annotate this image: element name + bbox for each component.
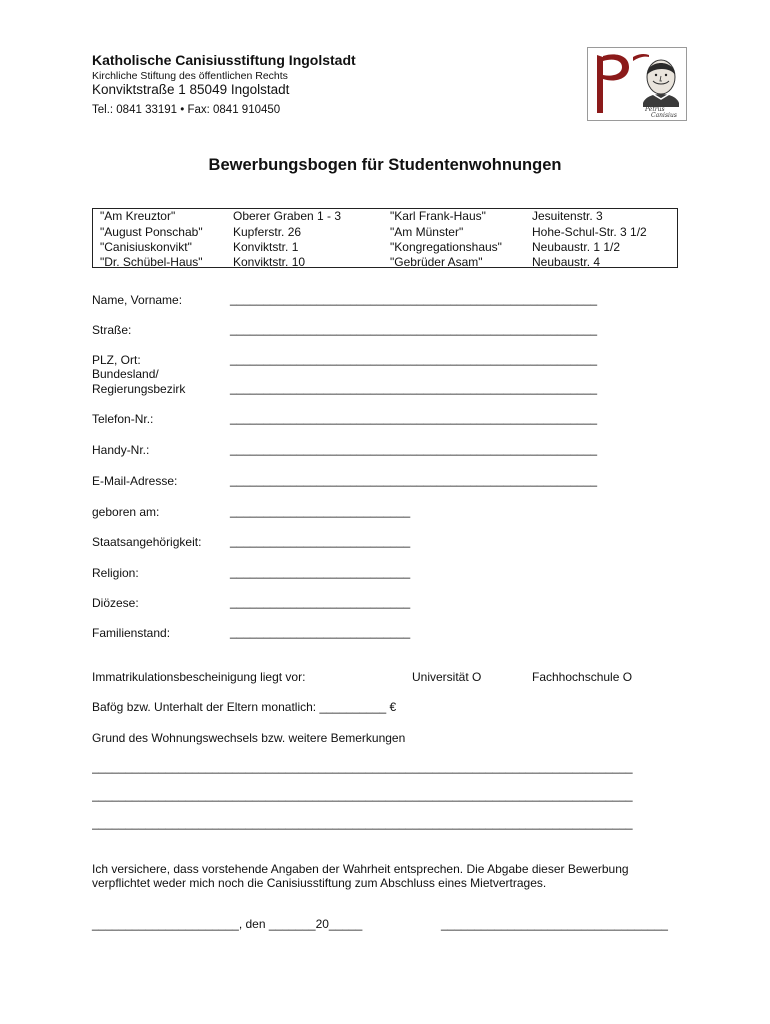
phone-field[interactable]: _______________________________________________________ xyxy=(230,411,598,425)
declaration-line-2: verpflichtet weder mich noch die Canisiusstiftung zum Abschluss eines Mietvertrages. xyxy=(92,876,547,890)
name-field[interactable]: _______________________________________________________ xyxy=(230,292,598,306)
mobile-label: Handy-Nr.: xyxy=(92,443,150,457)
svg-text:Petrus: Petrus xyxy=(645,106,665,113)
state-label: Bundesland/ xyxy=(92,367,159,381)
house-street: Hohe-Schul-Str. 3 1/2 xyxy=(532,225,647,239)
nationality-label: Staatsangehörigkeit: xyxy=(92,535,202,549)
name-label: Name, Vorname: xyxy=(92,293,183,307)
remark-line[interactable]: _________________________________________________________________________________ xyxy=(92,816,633,830)
house-name: "Am Kreuztor" xyxy=(100,209,176,223)
canisius-logo xyxy=(587,47,687,121)
house-street: Konviktstr. 10 xyxy=(233,255,306,269)
organization-contact: Tel.: 0841 33191 • Fax: 0841 910450 xyxy=(92,104,281,116)
email-field[interactable]: _______________________________________________________ xyxy=(230,473,598,487)
enrollment-label: Immatrikulationsbescheinigung liegt vor: xyxy=(92,670,306,684)
house-name: "Kongregationshaus" xyxy=(390,240,502,254)
diocese-field[interactable]: ___________________________ xyxy=(230,595,411,609)
street-field[interactable]: _______________________________________________________ xyxy=(230,322,598,336)
birthdate-field[interactable]: ___________________________ xyxy=(230,504,411,518)
bafoeg-field[interactable]: Bafög bzw. Unterhalt der Eltern monatlich: __________ € xyxy=(92,700,397,714)
college-option[interactable]: Fachhochschule O xyxy=(532,670,633,684)
form-title: Bewerbungsbogen für Studentenwohnungen xyxy=(208,156,562,174)
house-street: Neubaustr. 4 xyxy=(532,255,601,269)
religion-label: Religion: xyxy=(92,566,139,580)
house-street: Konviktstr. 1 xyxy=(233,240,299,254)
email-label: E-Mail-Adresse: xyxy=(92,474,178,488)
street-label: Straße: xyxy=(92,323,132,337)
diocese-label: Diözese: xyxy=(92,596,139,610)
state-district-field[interactable]: _______________________________________________________ xyxy=(230,381,598,395)
district-label: Regierungsbezirk xyxy=(92,382,186,396)
birthdate-label: geboren am: xyxy=(92,505,160,519)
svg-text:Canisius: Canisius xyxy=(651,112,677,119)
house-name: "August Ponschab" xyxy=(100,225,203,239)
house-street: Neubaustr. 1 1/2 xyxy=(532,240,621,254)
house-name: "Am Münster" xyxy=(390,225,464,239)
house-street: Oberer Graben 1 - 3 xyxy=(233,209,342,223)
declaration-line-1: Ich versichere, dass vorstehende Angaben der Wahrheit entsprechen. Die Abgabe dieser Bewerbung xyxy=(92,862,629,876)
house-name: "Dr. Schübel-Haus" xyxy=(100,255,203,269)
mobile-field[interactable]: _______________________________________________________ xyxy=(230,442,598,456)
zip-city-field[interactable]: _______________________________________________________ xyxy=(230,352,598,366)
zip-city-label: PLZ, Ort: xyxy=(92,353,141,367)
place-date-field[interactable]: ______________________, den _______20_____ xyxy=(92,917,363,931)
marital-status-field[interactable]: ___________________________ xyxy=(230,625,411,639)
house-street: Jesuitenstr. 3 xyxy=(532,209,603,223)
organization-name: Katholische Canisiusstiftung Ingolstadt xyxy=(92,52,356,68)
houses-table xyxy=(92,208,678,268)
signature-field[interactable]: __________________________________ xyxy=(441,917,668,931)
university-option[interactable]: Universität O xyxy=(412,670,482,684)
phone-label: Telefon-Nr.: xyxy=(92,412,154,426)
nationality-field[interactable]: ___________________________ xyxy=(230,534,411,548)
house-name: "Gebrüder Asam" xyxy=(390,255,483,269)
house-name: "Canisiuskonvikt" xyxy=(100,240,192,254)
reason-label: Grund des Wohnungswechsels bzw. weitere Bemerkungen xyxy=(92,731,406,745)
marital-status-label: Familienstand: xyxy=(92,626,171,640)
remark-line[interactable]: _________________________________________________________________________________ xyxy=(92,760,633,774)
organization-address: Konviktstraße 1 85049 Ingolstadt xyxy=(92,82,290,97)
organization-subtitle: Kirchliche Stiftung des öffentlichen Rechts xyxy=(92,70,288,82)
religion-field[interactable]: ___________________________ xyxy=(230,565,411,579)
house-street: Kupferstr. 26 xyxy=(233,225,302,239)
remark-line[interactable]: _________________________________________________________________________________ xyxy=(92,788,633,802)
house-name: "Karl Frank-Haus" xyxy=(390,209,486,223)
